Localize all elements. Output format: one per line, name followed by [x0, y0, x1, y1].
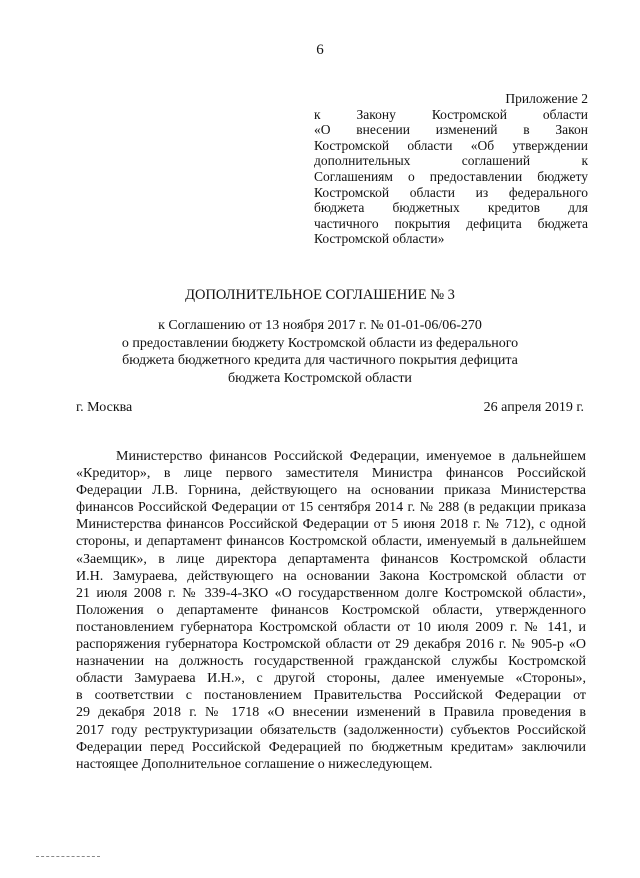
body-line: финансов Российской Федерации от 15 сентября 2014 г. № 288 (в редакции приказа	[76, 500, 586, 516]
appendix-line: к Закону Костромской области	[314, 106, 588, 122]
body-line: в соответствии с постановлением Правительства Российской Федерации от	[76, 688, 586, 704]
body-line: Министерства финансов Российской Федерации от 5 июня 2018 г. № 712), с одной	[76, 517, 586, 533]
body-line: распоряжения губернатора Костромской области от 29 декабря 2016 г. № 905-р «О	[76, 637, 586, 653]
appendix-line: дополнительных соглашений к	[314, 153, 588, 169]
place-date-row	[76, 400, 584, 416]
appendix-line: «О внесении изменений в Закон	[314, 122, 588, 138]
appendix-line: Костромской области из федерального	[314, 184, 588, 200]
subtitle-line: бюджета Костромской области	[228, 370, 412, 386]
body-line: «Заемщик», в лице директора департамента финансов Костромской области	[76, 551, 586, 567]
body-line: области Замураева И.Н.», с другой стороны, далее именуемые «Стороны»,	[76, 671, 586, 687]
body-line: Положения о департаменте финансов Костромской области, утвержденного	[76, 602, 586, 618]
document-place: г. Москва	[76, 400, 133, 415]
body-line: 2017 году реструктуризации обязательств (задолженности) субъектов Российской	[76, 722, 586, 738]
appendix-heading: Приложение 2	[505, 91, 588, 106]
appendix-line: бюджета бюджетных кредитов для	[314, 200, 588, 216]
body-line: 21 июля 2008 г. № 339-4-ЗКО «О государственном долге Костромской области»,	[76, 585, 586, 601]
appendix-line: Соглашениям о предоставлении бюджету	[314, 168, 588, 184]
body-line: Министерство финансов Российской Федерации, именуемое в дальнейшем	[116, 449, 586, 464]
appendix-line: Костромской области «Об утверждении	[314, 137, 588, 153]
document-date: 26 апреля 2019 г.	[483, 400, 584, 415]
body-line: стороны, и департамент финансов Костромской области, именуемый в дальнейшем	[76, 534, 586, 550]
body-line: «Кредитор», в лице первого заместителя Министра финансов Российской	[76, 466, 586, 482]
body-line: 29 декабря 2018 г. № 1718 «О внесении изменений в Правила проведения в	[76, 705, 586, 721]
appendix-line: частичного покрытия дефицита бюджета	[314, 215, 588, 231]
page-number: 6	[316, 42, 324, 58]
footnote-separator	[36, 856, 100, 857]
subtitle-line: к Соглашению от 13 ноября 2017 г. № 01-01-06/06-270	[158, 318, 482, 333]
body-line: назначении на должность государственной гражданской службы Костромской	[76, 654, 586, 670]
body-line: Федерации Л.В. Горнина, действующего на основании приказа Министерства	[76, 483, 586, 499]
body-line: Федерации перед Российской Федерацией по бюджетным кредитам» заключили	[76, 739, 586, 755]
appendix-line: Костромской области»	[314, 231, 445, 247]
appendix-block	[314, 91, 588, 247]
document-title: ДОПОЛНИТЕЛЬНОЕ СОГЛАШЕНИЕ № 3	[185, 287, 455, 303]
body-line: настоящее Дополнительное соглашение о нижеследующем.	[76, 756, 433, 772]
body-line: постановлением губернатора Костромской области от 10 июля 2009 г. № 141, и	[76, 619, 586, 635]
subtitle-line: о предоставлении бюджету Костромской области из федерального	[121, 335, 519, 351]
subtitle-line: бюджета бюджетного кредита для частичного покрытия дефицита	[122, 353, 518, 368]
body-line: И.Н. Замураева, действующего на основании Закона Костромской области от	[76, 568, 586, 584]
document-subtitle	[0, 317, 640, 387]
body-paragraph	[76, 448, 586, 773]
